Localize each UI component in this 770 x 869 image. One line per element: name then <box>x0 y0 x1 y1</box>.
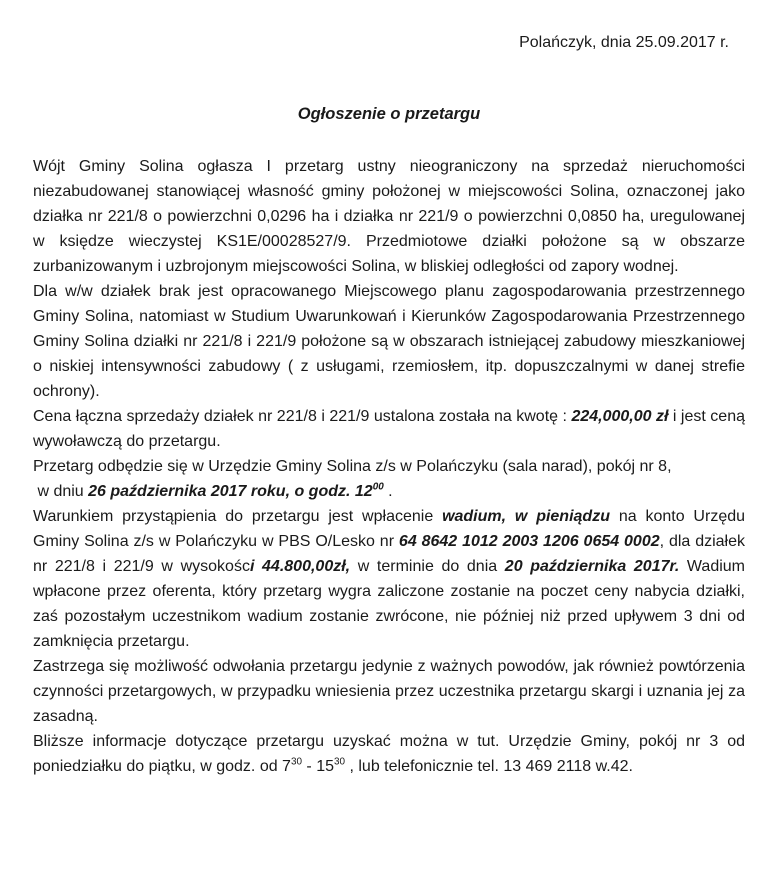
paragraph-cancellation: Zastrzega się możliwość odwołania przetargu jedynie z ważnych powodów, jak również powtórzenia czynności przetargowych, w przypadku wniesienia przez uczestnika przetargu skargi i uznania jej za zasadną. <box>33 658 745 725</box>
document-body <box>33 154 745 779</box>
paragraph-contact: Bliższe informacje dotyczące przetargu uzyskać można w tut. Urzędzie Gminy, pokój nr 3 od poniedziałku do piątku, w godz. od $7^{30} - 15^{30}$ , lub telefonicznie tel. 13 469 2118 w.42. <box>33 733 745 775</box>
paragraph-auction-date: Przetarg odbędzie się w Urzędzie Gminy Solina z/s w Polańczyku (sala narad), pokój nr 8, w dniu 26 października 2017 roku, o godz. $12^{00}$ . <box>33 458 672 500</box>
paragraph-intro: Wójt Gminy Solina ogłasza I przetarg ustny nieograniczony na sprzedaż nieruchomości niezabudowanej stanowiącej własność gminy położonej w miejscowości Solina, oznaczonej jako działka nr 221/8 o powierzchni 0,0296 ha i działka nr 221/9 o powierzchni 0,0850 ha, uregulowanej w księdze wieczystej KS1E/00028527/9. Przedmiotowe działki położone są w obszarze zurbanizowanym i uzbrojonym miejscowości Solina, w bliskiej odległości od zapory wodnej. <box>33 158 745 275</box>
document-content <box>33 30 745 779</box>
page-title: Ogłoszenie o przetargu <box>297 105 481 123</box>
paragraph-wadium: Warunkiem przystąpienia do przetargu jest wpłacenie wadium, w pieniądzu na konto Urzędu Gminy Solina z/s w Polańczyku w PBS O/Lesko nr 64 8642 1012 2003 1206 0654 0002, dla działek nr 221/8 i 221/9 w wysokości 44.800,00zł, w terminie do dnia 20 października 2017r. Wadium wpłacone przez oferenta, który przetarg wygra zaliczone zostanie na poczet ceny nabycia działki, zaś pozostałym uczestnikom wadium zostanie zwrócone, nie później niż przed upływem 3 dni od zamknięcia przetargu. <box>33 508 746 650</box>
paragraph-price: Cena łączna sprzedaży działek nr 221/8 i 221/9 ustalona została na kwotę : 224,000,00 zł i jest ceną wywoławczą do przetargu. <box>33 408 745 450</box>
paragraph-planning: Dla w/w działek brak jest opracowanego Miejscowego planu zagospodarowania przestrzennego Gminy Solina, natomiast w Studium Uwarunkowań i Kierunków Zagospodarowania Przestrzennego Gminy Solina działki nr 221/8 i 221/9 położone są w obszarach istniejącej zabudowy mieszkaniowej o niskiej intensywności zabudowy ( z usługami, rzemiosłem, itp. dopuszczalnymi w danej strefie ochrony). <box>33 283 745 400</box>
date-line: Polańczyk, dnia 25.09.2017 r. <box>519 34 729 51</box>
